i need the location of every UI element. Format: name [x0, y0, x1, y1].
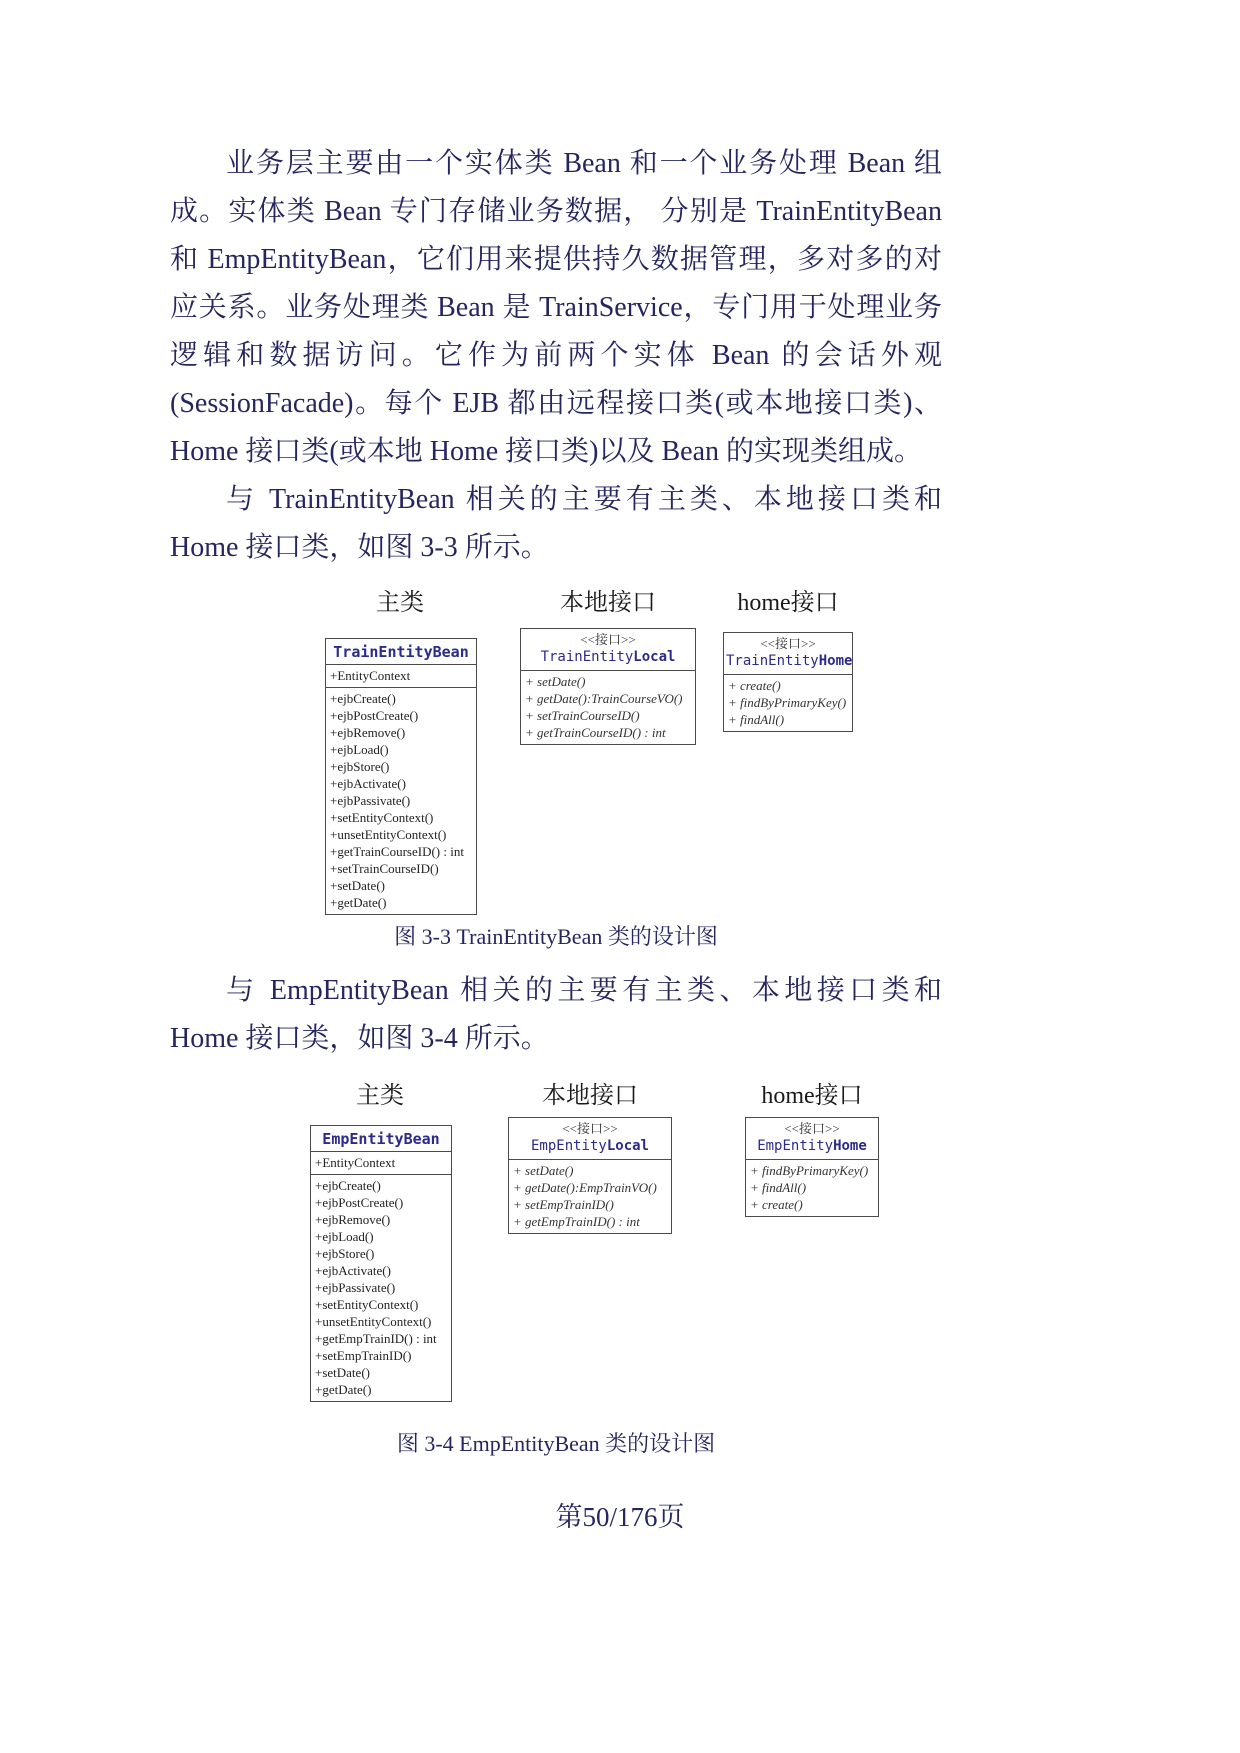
figure-column-header-local-interface: 本地接口 — [560, 590, 656, 616]
uml-interface-trainentityhome — [723, 632, 853, 732]
class-method: +ejbStore() — [315, 1246, 375, 1261]
figure-column-header-main-class: 主类 — [376, 590, 424, 616]
class-attributes — [326, 664, 476, 687]
class-name: EmpEntityBean — [311, 1126, 451, 1151]
class-method: +ejbPostCreate() — [330, 708, 419, 723]
interface-method: + setEmpTrainID() — [513, 1197, 614, 1212]
interface-methods — [746, 1159, 878, 1216]
class-method: +ejbCreate() — [315, 1178, 381, 1193]
class-method: +setEntityContext() — [330, 810, 434, 825]
interface-name-suffix: Local — [633, 649, 676, 665]
interface-stereotype: <<接口>> — [784, 1121, 840, 1136]
figure-column-header-home-interface: home接口 — [737, 590, 839, 616]
interface-method: + findByPrimaryKey() — [750, 1163, 869, 1178]
interface-method: + findAll() — [750, 1180, 807, 1195]
interface-method: + create() — [750, 1197, 803, 1212]
interface-name-base: TrainEntity — [726, 653, 819, 669]
interface-method: + getTrainCourseID() : int — [525, 725, 666, 740]
interface-name-base: EmpEntity — [530, 1138, 607, 1154]
interface-header — [509, 1118, 671, 1159]
interface-name — [748, 1137, 876, 1159]
class-method: +setDate() — [330, 878, 385, 893]
interface-name-base: EmpEntity — [757, 1138, 834, 1154]
uml-interface-empentityhome — [745, 1117, 879, 1217]
figure-column-header-main-class: 主类 — [356, 1083, 404, 1109]
interface-header — [746, 1118, 878, 1159]
class-method: +getTrainCourseID() : int — [330, 844, 464, 859]
interface-method: + setDate() — [525, 674, 586, 689]
interface-methods — [509, 1159, 671, 1233]
interface-methods — [724, 674, 852, 731]
class-method: +setEntityContext() — [315, 1297, 419, 1312]
figure-3-3 — [0, 582, 1240, 916]
uml-class-empentitybean — [310, 1125, 452, 1402]
paragraph-business-layer: 业务层主要由一个实体类 Bean 和一个业务处理 Bean 组成。实体类 Bean 专门存储业务数据， 分别是 TrainEntityBean 和 EmpEntityBean，它们用来提供持久数据管理，多对多的对应关系。业务处理类 Bean 是 TrainService，专门用于处理业务逻辑和数据访问。它作为前两个实体 Bean 的会话外观(SessionFacade)。每个 EJB 都由远程接口类(或本地接口类)、Home 接口类(或本地 Home 接口类)以及 Bean 的实现类组成。 — [170, 148, 942, 467]
class-method: +getDate() — [330, 895, 387, 910]
class-method: +getDate() — [315, 1382, 372, 1397]
class-method: +setEmpTrainID() — [315, 1348, 412, 1363]
interface-method: + setDate() — [513, 1163, 574, 1178]
class-method: +ejbRemove() — [330, 725, 406, 740]
class-method: +ejbLoad() — [330, 742, 389, 757]
class-method: +unsetEntityContext() — [315, 1314, 432, 1329]
figure-3-4-caption: 图 3-4 EmpEntityBean 类的设计图 — [396, 1431, 716, 1456]
class-method: +ejbActivate() — [330, 776, 406, 791]
class-method: +setDate() — [315, 1365, 370, 1380]
uml-interface-trainentitylocal — [520, 628, 696, 745]
interface-method: + getEmpTrainID() : int — [513, 1214, 640, 1229]
class-method: +ejbLoad() — [315, 1229, 374, 1244]
interface-name — [523, 648, 693, 670]
class-methods — [326, 687, 476, 914]
interface-method: + getDate():TrainCourseVO() — [525, 691, 683, 706]
class-name: TrainEntityBean — [326, 639, 476, 664]
class-method: +ejbRemove() — [315, 1212, 391, 1227]
interface-method: + findAll() — [728, 712, 785, 727]
class-method: +getEmpTrainID() : int — [315, 1331, 437, 1346]
figure-column-header-home-interface: home接口 — [761, 1083, 863, 1109]
class-method: +ejbPassivate() — [315, 1280, 396, 1295]
figure-3-3-caption: 图 3-3 TrainEntityBean 类的设计图 — [394, 924, 718, 949]
class-method: +ejbActivate() — [315, 1263, 391, 1278]
interface-name-suffix: Home — [833, 1138, 867, 1154]
class-method: +unsetEntityContext() — [330, 827, 447, 842]
interface-name — [726, 652, 853, 674]
class-attribute: +EntityContext — [330, 668, 411, 683]
page-number-footer: 第50/176页 — [555, 1502, 685, 1532]
class-methods — [311, 1174, 451, 1401]
class-method: +ejbStore() — [330, 759, 390, 774]
interface-method: + create() — [728, 678, 781, 693]
paragraph-trainentitybean-intro: 与 TrainEntityBean 相关的主要有主类、本地接口类和 Home 接口类，如图 3-3 所示。 — [170, 484, 942, 563]
interface-name — [511, 1137, 669, 1159]
uml-class-trainentitybean — [325, 638, 477, 915]
interface-method: + findByPrimaryKey() — [728, 695, 847, 710]
interface-method: + setTrainCourseID() — [525, 708, 640, 723]
interface-header — [521, 629, 695, 670]
interface-stereotype: <<接口>> — [760, 636, 816, 651]
class-method: +ejbPassivate() — [330, 793, 411, 808]
class-attribute: +EntityContext — [315, 1155, 396, 1170]
class-method: +ejbCreate() — [330, 691, 396, 706]
figure-column-header-local-interface: 本地接口 — [542, 1083, 638, 1109]
interface-methods — [521, 670, 695, 744]
interface-method: + getDate():EmpTrainVO() — [513, 1180, 657, 1195]
interface-stereotype: <<接口>> — [562, 1121, 618, 1136]
uml-interface-empentitylocal — [508, 1117, 672, 1234]
interface-stereotype: <<接口>> — [580, 632, 636, 647]
interface-header — [724, 633, 852, 674]
interface-name-suffix: Local — [606, 1138, 649, 1154]
class-method: +ejbPostCreate() — [315, 1195, 404, 1210]
interface-name-suffix: Home — [818, 653, 853, 669]
interface-name-base: TrainEntity — [540, 649, 634, 665]
class-attributes — [311, 1151, 451, 1174]
figure-3-4 — [0, 1075, 1240, 1421]
class-method: +setTrainCourseID() — [330, 861, 439, 876]
paragraph-empentitybean-intro: 与 EmpEntityBean 相关的主要有主类、本地接口类和 Home 接口类，如图 3-4 所示。 — [170, 975, 942, 1054]
